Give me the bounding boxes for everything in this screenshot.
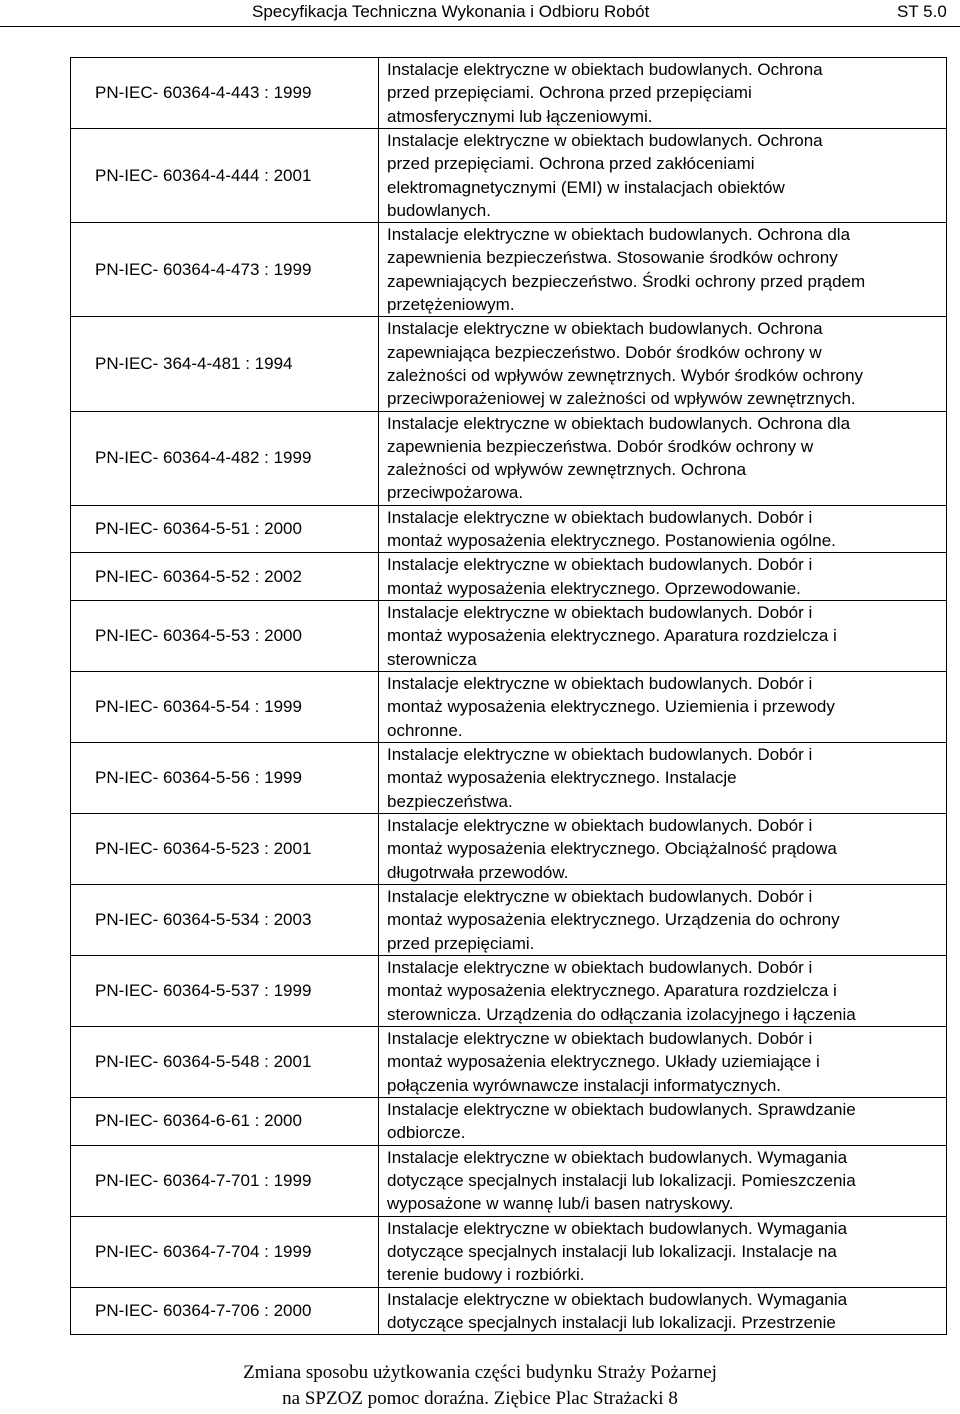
description-line: montaż wyposażenia elektrycznego. Aparatura rozdzielcza i (387, 626, 837, 646)
table-row (71, 955, 947, 1026)
table-row (71, 317, 947, 411)
footer-line-2: na SPZOZ pomoc doraźna. Ziębice Plac Strażacki 8 (282, 1388, 678, 1409)
description-line: długotrwała przewodów. (387, 862, 569, 882)
description-line: terenie budowy i rozbiórki. (387, 1265, 585, 1285)
description-line: zależności od wpływów zewnętrznych. Wybór środków ochrony (387, 365, 864, 385)
standard-code: PN-IEC- 60364-4-443 : 1999 (71, 58, 379, 129)
description-line: przeciwpożarowa. (387, 483, 524, 503)
standard-code: PN-IEC- 60364-5-54 : 1999 (71, 671, 379, 742)
section-number: ST 5.0 (897, 2, 947, 21)
standard-code: PN-IEC- 60364-7-701 : 1999 (71, 1145, 379, 1216)
description-line: zapewnienia bezpieczeństwa. Dobór środków ochrony w (387, 436, 814, 456)
table-row (71, 505, 947, 553)
description-line: montaż wyposażenia elektrycznego. Uziemienia i przewody (387, 697, 835, 717)
table-row (71, 813, 947, 884)
description-line: Instalacje elektryczne w obiektach budowlanych. Dobór i (387, 1028, 813, 1048)
standard-description (379, 1287, 947, 1335)
description-line: Instalacje elektryczne w obiektach budowlanych. Dobór i (387, 815, 813, 835)
description-line: Instalacje elektryczne w obiektach budowlanych. Wymagania (387, 1289, 848, 1309)
description-line: sterownicza (387, 649, 477, 669)
description-line: montaż wyposażenia elektrycznego. Obciążalność prądowa (387, 839, 837, 859)
standard-description (379, 1216, 947, 1287)
description-line: Instalacje elektryczne w obiektach budowlanych. Wymagania (387, 1218, 848, 1238)
standard-description (379, 317, 947, 411)
standards-table (70, 57, 947, 1335)
standard-code: PN-IEC- 60364-4-473 : 1999 (71, 223, 379, 317)
description-line: przeciwporażeniowej w zależności od wpływów zewnętrznych. (387, 389, 856, 409)
page-header (0, 0, 960, 27)
standard-code: PN-IEC- 364-4-481 : 1994 (71, 317, 379, 411)
description-line: Instalacje elektryczne w obiektach budowlanych. Ochrona dla (387, 225, 851, 245)
description-line: zapewniających bezpieczeństwo. Środki ochrony przed prądem (387, 271, 866, 291)
standard-code: PN-IEC- 60364-4-482 : 1999 (71, 411, 379, 505)
description-line: montaż wyposażenia elektrycznego. Instalacje (387, 768, 737, 788)
description-line: zapewniająca bezpieczeństwo. Dobór środków ochrony w (387, 342, 822, 362)
standard-code: PN-IEC- 60364-5-52 : 2002 (71, 553, 379, 601)
table-row (71, 1216, 947, 1287)
standard-code: PN-IEC- 60364-7-704 : 1999 (71, 1216, 379, 1287)
table-row (71, 411, 947, 505)
description-line: montaż wyposażenia elektrycznego. Urządzenia do ochrony (387, 910, 840, 930)
description-line: przetężeniowym. (387, 295, 515, 315)
standard-description (379, 1145, 947, 1216)
table-row (71, 884, 947, 955)
standard-code: PN-IEC- 60364-5-548 : 2001 (71, 1026, 379, 1097)
standard-description (379, 1097, 947, 1145)
standard-code: PN-IEC- 60364-6-61 : 2000 (71, 1097, 379, 1145)
standard-description (379, 58, 947, 129)
standard-description (379, 223, 947, 317)
standard-code: PN-IEC- 60364-5-53 : 2000 (71, 600, 379, 671)
standard-code: PN-IEC- 60364-5-537 : 1999 (71, 955, 379, 1026)
description-line: Instalacje elektryczne w obiektach budowlanych. Dobór i (387, 886, 813, 906)
description-line: sterownicza. Urządzenia do odłączania izolacyjnego i łączenia (387, 1004, 856, 1024)
standard-code: PN-IEC- 60364-5-534 : 2003 (71, 884, 379, 955)
description-line: bezpieczeństwa. (387, 791, 513, 811)
standard-description (379, 955, 947, 1026)
description-line: Instalacje elektryczne w obiektach budowlanych. Ochrona (387, 319, 823, 339)
table-row (71, 671, 947, 742)
table-row (71, 1287, 947, 1335)
description-line: przed przepięciami. Ochrona przed zakłóceniami (387, 154, 755, 174)
standard-description (379, 129, 947, 223)
standard-description (379, 411, 947, 505)
table-row (71, 129, 947, 223)
description-line: wyposażone w wannę lub/i basen natryskowy. (387, 1194, 734, 1214)
description-line: Instalacje elektryczne w obiektach budowlanych. Ochrona dla (387, 413, 851, 433)
description-line: zapewnienia bezpieczeństwa. Stosowanie środków ochrony (387, 248, 838, 268)
description-line: montaż wyposażenia elektrycznego. Postanowienia ogólne. (387, 531, 836, 551)
description-line: przed przepięciami. Ochrona przed przepięciami (387, 83, 752, 103)
standard-description (379, 742, 947, 813)
standard-description (379, 884, 947, 955)
description-line: montaż wyposażenia elektrycznego. Oprzewodowanie. (387, 578, 801, 598)
description-line: Instalacje elektryczne w obiektach budowlanych. Dobór i (387, 744, 813, 764)
standard-description (379, 505, 947, 553)
description-line: zależności od wpływów zewnętrznych. Ochrona (387, 460, 747, 480)
table-row (71, 1026, 947, 1097)
description-line: Instalacje elektryczne w obiektach budowlanych. Dobór i (387, 673, 813, 693)
standard-code: PN-IEC- 60364-5-51 : 2000 (71, 505, 379, 553)
description-line: odbiorcze. (387, 1123, 466, 1143)
description-line: atmosferycznymi lub łączeniowymi. (387, 106, 653, 126)
description-line: dotyczące specjalnych instalacji lub lokalizacji. Instalacje na (387, 1241, 837, 1261)
standard-description (379, 600, 947, 671)
description-line: dotyczące specjalnych instalacji lub lokalizacji. Pomieszczenia (387, 1170, 856, 1190)
page-footer (0, 1360, 960, 1412)
standard-description (379, 671, 947, 742)
footer-line-1: Zmiana sposobu użytkowania części budynku Straży Pożarnej (243, 1362, 717, 1383)
description-line: Instalacje elektryczne w obiektach budowlanych. Dobór i (387, 555, 813, 575)
standards-table-body (71, 58, 947, 1335)
standard-description (379, 553, 947, 601)
description-line: montaż wyposażenia elektrycznego. Aparatura rozdzielcza i (387, 981, 837, 1001)
description-line: budowlanych. (387, 200, 491, 220)
description-line: montaż wyposażenia elektrycznego. Układy uziemiające i (387, 1052, 820, 1072)
description-line: dotyczące specjalnych instalacji lub lokalizacji. Przestrzenie (387, 1312, 836, 1332)
description-line: Instalacje elektryczne w obiektach budowlanych. Dobór i (387, 957, 813, 977)
standard-code: PN-IEC- 60364-7-706 : 2000 (71, 1287, 379, 1335)
table-row (71, 1097, 947, 1145)
description-line: Instalacje elektryczne w obiektach budowlanych. Sprawdzanie (387, 1099, 856, 1119)
description-line: ochronne. (387, 720, 463, 740)
table-row (71, 600, 947, 671)
document-title: Specyfikacja Techniczna Wykonania i Odbioru Robót (252, 2, 650, 21)
table-row (71, 223, 947, 317)
description-line: przed przepięciami. (387, 933, 535, 953)
description-line: Instalacje elektryczne w obiektach budowlanych. Dobór i (387, 602, 813, 622)
standard-code: PN-IEC- 60364-5-523 : 2001 (71, 813, 379, 884)
table-row (71, 58, 947, 129)
description-line: Instalacje elektryczne w obiektach budowlanych. Ochrona (387, 60, 823, 80)
standard-description (379, 1026, 947, 1097)
description-line: elektromagnetycznymi (EMI) w instalacjach obiektów (387, 177, 785, 197)
description-line: Instalacje elektryczne w obiektach budowlanych. Wymagania (387, 1147, 848, 1167)
description-line: Instalacje elektryczne w obiektach budowlanych. Ochrona (387, 131, 823, 150)
description-line: połączenia wyrównawcze instalacji informatycznych. (387, 1075, 781, 1095)
standard-code: PN-IEC- 60364-4-444 : 2001 (71, 129, 379, 223)
standard-code: PN-IEC- 60364-5-56 : 1999 (71, 742, 379, 813)
description-line: Instalacje elektryczne w obiektach budowlanych. Dobór i (387, 507, 813, 527)
table-row (71, 1145, 947, 1216)
table-row (71, 742, 947, 813)
table-row (71, 553, 947, 601)
standard-description (379, 813, 947, 884)
